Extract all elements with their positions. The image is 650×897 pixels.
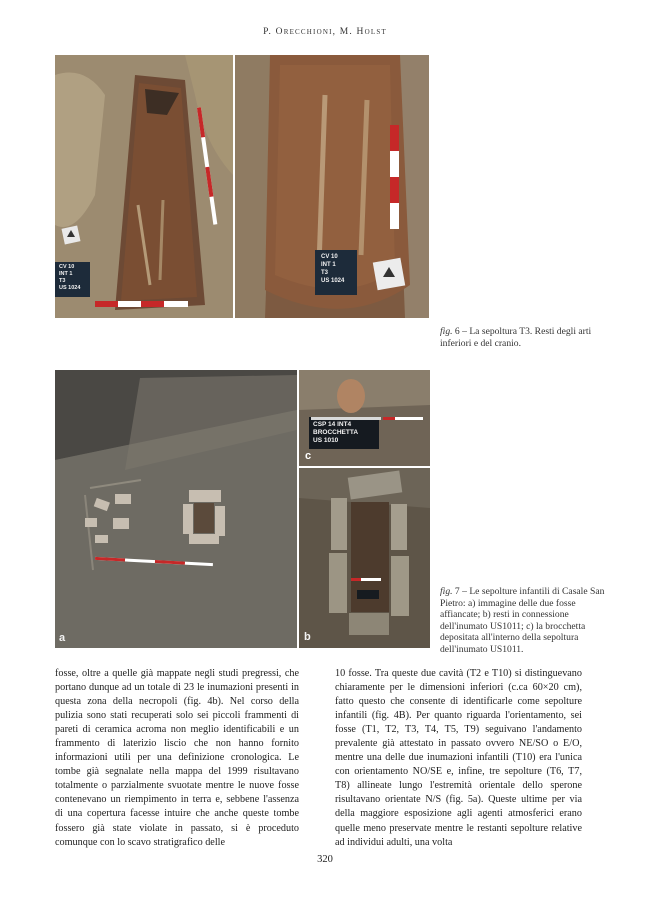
fig7c-tag-3: US 1010 (313, 437, 339, 444)
running-header: P. Orecchioni, M. Holst (263, 27, 387, 37)
fig6-right-tag-1: CV 10 (321, 254, 338, 260)
figure-7-caption (440, 586, 605, 656)
figure-7a-photo (55, 370, 297, 648)
fig7c-tag-2: BROCCHETTA (313, 429, 359, 436)
fig6-right-tag-3: T3 (321, 270, 329, 276)
panel-b-label: b (304, 631, 311, 643)
figure-7b-photo (299, 468, 430, 648)
body-right-column (335, 667, 582, 850)
fig6-left-tag-4: US 1024 (59, 285, 81, 291)
fig7c-tag-1: CSP 14 INT4 (313, 421, 352, 428)
figure-6-caption (440, 326, 605, 349)
fig6-left-tag-3: T3 (59, 278, 66, 284)
panel-a-label: a (59, 632, 66, 644)
figure-6-label: fig. (440, 326, 453, 337)
panel-c-label: c (305, 450, 312, 462)
fig6-left-tag-1: CV 10 (59, 264, 75, 270)
fig6-right-tag-2: INT 1 (321, 262, 336, 268)
figure-7-caption-text: 7 – Le sepolture infantili di Casale San Pietro: a) immagine delle due fosse affiancate; b) resti in connessione dell'inumato US1011; c) la brocchetta depositata all'interno della sepoltura dell'inumato US1011. (440, 586, 605, 655)
figure-7-label: fig. (440, 586, 453, 597)
body-right-paragraph: 10 fosse. Tra queste due cavità (T2 e T10) si distinguevano chiaramente per le dimensioni inferiori (c.ca 60×20 cm), fatto questo che consente di identificarle come sepolture infantili (fig. 4B). Per quanto riguarda l'orientamento, sei fosse (T1, T2, T3, T4, T5, T9) seguivano l'andamento prevalente già attestato in passato ovvero NE/SO o E/O, mentre una delle due inumazioni infantili (T10) era l'unica con orientamento NO/SE e, infine, tre sepolture (T6, T7, T8) allineate lungo l'estremità orientale dello sperone risultavano orientate N/S (fig. 5a). Queste ultime per via della maggiore esposizione agli agenti atmosferici erano quelle meno preservate mentre le restanti sepolture relative ad individui adulti, una volta (335, 668, 582, 848)
figure-6-left-photo (55, 55, 233, 318)
fig6-left-tag-2: INT 1 (59, 271, 73, 277)
figure-7c-photo (299, 370, 430, 466)
figure-6-caption-text: 6 – La sepoltura T3. Resti degli arti inferiori e del cranio. (440, 326, 592, 349)
body-left-paragraph: fosse, oltre a quelle già mappate negli studi pregressi, che portano dunque ad un totale di 23 le inumazioni presenti in questa zona della necropoli (fig. 4b). Nel corso della pulizia sono stati recuperati solo sei piccoli frammenti di pareti di ceramica acroma non meglio identificabili e un frammento di laterizio liscio che non hanno fornito informazioni utili per una definizione cronologica. Le tombe già segnalate nella mappa del 1999 risultavano totalmente o parzialmente svuotate mentre le nuove fosse contenevano un riempimento in terra e, sebbene l'assenza di una copertura facesse intuire che anche queste tombe fossero già state violate in passato, si è proceduto comunque con lo scavo stratigrafico delle (55, 668, 299, 848)
figure-6-right-photo (235, 55, 429, 318)
body-left-column (55, 667, 299, 850)
page-number: 320 (317, 854, 333, 865)
fig6-right-tag-4: US 1024 (321, 278, 345, 284)
